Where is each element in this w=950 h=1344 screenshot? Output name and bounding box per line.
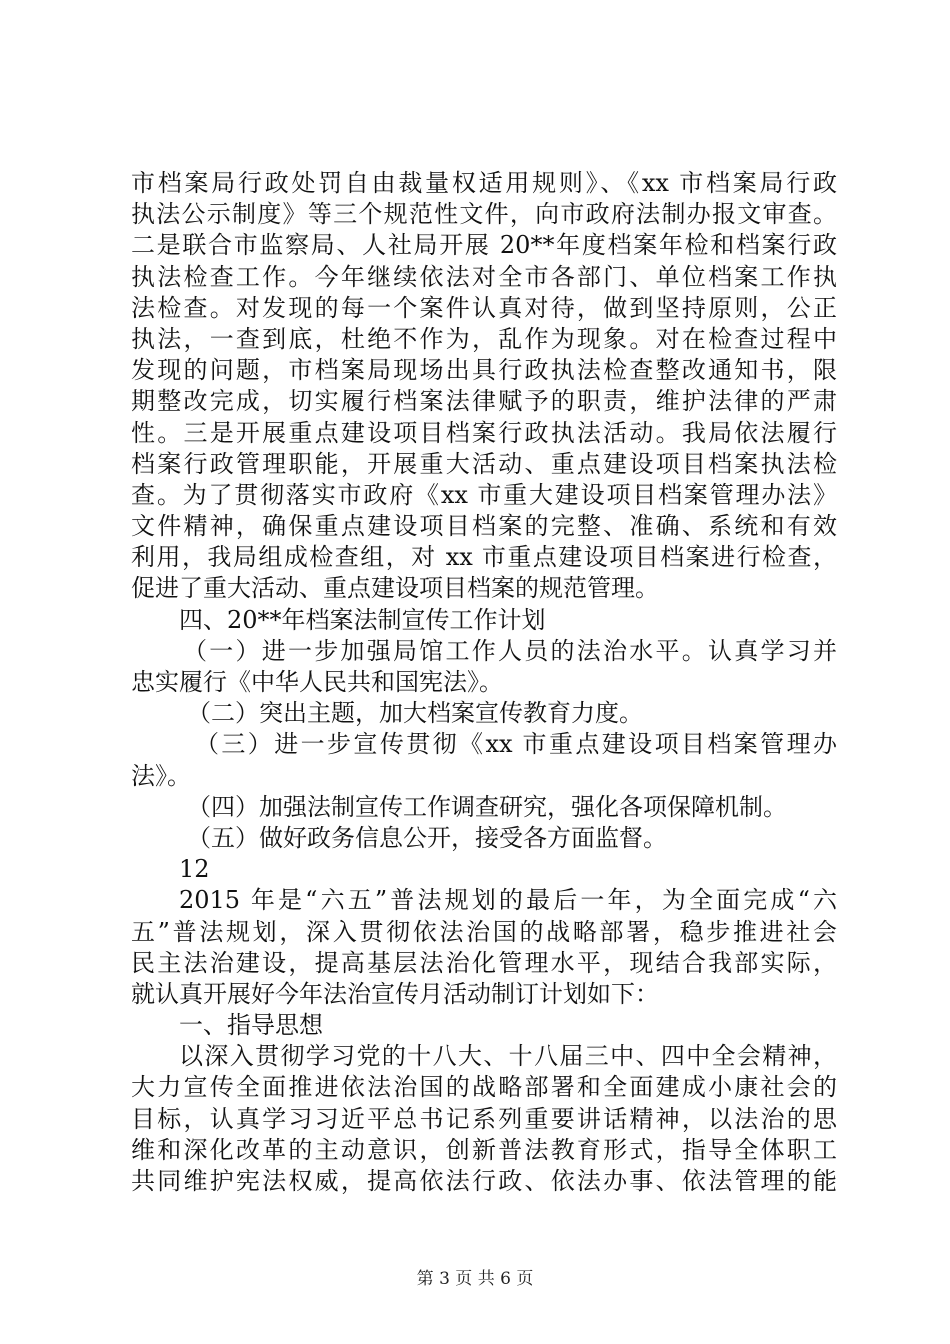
- text-line: 性。三是开展重点建设项目档案行政执法活动。我局依法履行: [131, 418, 837, 447]
- text-line: 就认真开展好今年法治宣传月活动制订计划如下：: [131, 979, 659, 1008]
- text-line: 民主法治建设，提高基层法治化管理水平，现结合我部实际，: [131, 948, 837, 977]
- text-line: 维和深化改革的主动意识，创新普法教育形式，指导全体职工: [131, 1135, 837, 1164]
- text-line: 档案行政管理职能，开展重大活动、重点建设项目档案执法检: [131, 449, 837, 478]
- text-line: 促进了重大活动、重点建设项目档案的规范管理。: [131, 574, 659, 603]
- text-line: 执法检查工作。今年继续依法对全市各部门、单位档案工作执: [131, 262, 837, 291]
- text-line: 发现的问题，市档案局现场出具行政执法检查整改通知书，限: [131, 356, 837, 385]
- section-heading: 一、指导思想: [179, 1011, 323, 1040]
- text-line: 2015 年是“六五”普法规划的最后一年，为全面完成“六: [179, 886, 837, 915]
- list-item: （三）进一步宣传贯彻《xx 市重点建设项目档案管理办: [195, 730, 837, 759]
- list-item: （一）进一步加强局馆工作人员的法治水平。认真学习并: [183, 636, 837, 665]
- text-line: 期整改完成，切实履行档案法律赋予的职责，维护法律的严肃: [131, 387, 837, 416]
- document-body: [131, 168, 837, 1197]
- text-line: 目标，认真学习习近平总书记系列重要讲话精神，以法治的思: [131, 1104, 837, 1133]
- text-line: 以深入贯彻学习党的十八大、十八届三中、四中全会精神，: [179, 1042, 837, 1071]
- text-line: 二是联合市监察局、人社局开展 20**年度档案年检和档案行政: [131, 231, 837, 260]
- text-line: 利用，我局组成检查组，对 xx 市重点建设项目档案进行检查，: [131, 543, 837, 572]
- text-line: 法》。: [131, 761, 191, 790]
- page-number-footer: 第 3 页 共 6 页: [416, 1269, 534, 1289]
- text-line: 大力宣传全面推进依法治国的战略部署和全面建成小康社会的: [131, 1073, 837, 1102]
- text-line: 法检查。对发现的每一个案件认真对待，做到坚持原则，公正: [131, 293, 837, 322]
- text-line: 五”普法规划，深入贯彻依法治国的战略部署，稳步推进社会: [131, 917, 837, 946]
- list-item: （二）突出主题，加大档案宣传教育力度。: [187, 699, 643, 728]
- text-line: 市档案局行政处罚自由裁量权适用规则》、《xx 市档案局行政: [131, 169, 837, 197]
- list-item: （四）加强法制宣传工作调查研究，强化各项保障机制。: [187, 792, 787, 821]
- text-line: 共同维护宪法权威，提高依法行政、依法办事、依法管理的能: [131, 1167, 837, 1195]
- text-line: 查。为了贯彻落实市政府《xx 市重大建设项目档案管理办法》: [131, 480, 837, 509]
- text-line: 文件精神，确保重点建设项目档案的完整、准确、系统和有效: [131, 512, 837, 541]
- text-line: 忠实履行《中华人民共和国宪法》。: [131, 668, 503, 696]
- text-line: 执法，一查到底，杜绝不作为，乱作为现象。对在检查过程中: [131, 324, 837, 353]
- text-line: 执法公示制度》等三个规范性文件，向市政府法制办报文审查。: [131, 200, 837, 229]
- list-item: （五）做好政务信息公开，接受各方面监督。: [187, 823, 667, 852]
- text-line: 12: [179, 855, 210, 884]
- section-heading: 四、20**年档案法制宣传工作计划: [179, 605, 546, 634]
